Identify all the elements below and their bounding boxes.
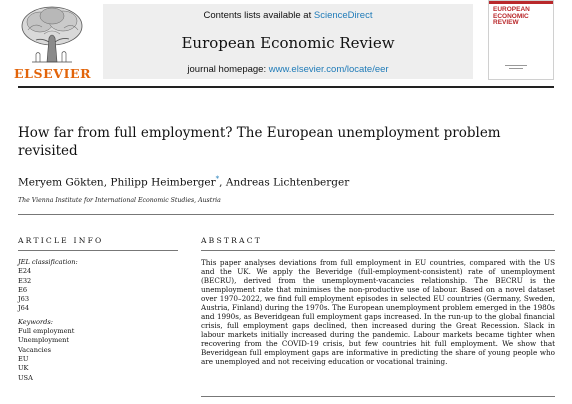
journal-info-box: [103, 4, 473, 79]
keyword[interactable]: USA: [18, 373, 33, 382]
header-rule: [18, 86, 554, 88]
jel-code: J63: [18, 295, 30, 304]
journal-title: European Economic Review: [181, 34, 395, 52]
journal-cover-thumbnail[interactable]: [488, 0, 554, 80]
jel-code: E24: [18, 267, 32, 276]
jel-classification-label: JEL classification:: [18, 258, 78, 266]
cover-rule: [505, 65, 527, 66]
abstract-text: This paper analyses deviations from full employment in EU countries, compared with the US and the UK. We apply the Beveridge (full-employment-consistent) rate of unemployment (BECRU), derived from the unemployment-vacancies relationship. The BECRU is the unemployment rate that minimises the non-productive use of labour. Based on a novel dataset over 1970–2022, we find full employment episodes in selected EU countries (Germany, Sweden, Austria, Finland) during the 1970s. The European unemployment problem emerged in the 1980s and 1990s, as Beveridgean full employment gaps increased. In the run-up to the global financial crisis, full employment gaps declined, then increased during the Great Recession. Slack in labour markets initially increased during the pandemic. Labour markets became tighter when recovering from the COVID-19 crisis, but few countries hit full employment. We show that Beveridgean full employment gaps are informative in predicting the share of young people who are unemployed and not receiving education or vocational training.: [201, 258, 555, 366]
author-name[interactable]: Philipp Heimberger: [110, 176, 216, 189]
elsevier-tree-icon: [14, 4, 90, 66]
contents-line: [103, 10, 473, 21]
sciencedirect-link[interactable]: ScienceDirect: [313, 10, 373, 21]
author-separator: ,: [103, 176, 111, 189]
jel-code: E6: [18, 285, 28, 294]
article-info-rule: [18, 250, 178, 251]
abstract-rule: [201, 250, 555, 251]
abstract-heading: ABSTRACT: [201, 236, 263, 245]
abstract-bottom-rule: [201, 396, 555, 397]
keywords-label: Keywords:: [18, 317, 53, 326]
jel-code: E32: [18, 276, 32, 285]
author-name[interactable]: Andreas Lichtenberger: [225, 176, 350, 189]
elsevier-wordmark: ELSEVIER: [14, 66, 92, 81]
author-name[interactable]: Meryem Gökten: [18, 176, 104, 189]
corresponding-author-marker[interactable]: *: [215, 175, 220, 183]
homepage-link[interactable]: www.elsevier.com/locate/eer: [268, 64, 389, 75]
keyword[interactable]: Vacancies: [18, 345, 52, 354]
homepage-prefix: journal homepage:: [187, 64, 269, 75]
cover-title: EUROPEAN ECONOMIC REVIEW: [493, 6, 530, 26]
keyword[interactable]: EU: [18, 354, 29, 363]
jel-code: J64: [18, 304, 30, 313]
keyword[interactable]: UK: [18, 364, 29, 373]
contents-prefix: Contents lists available at: [203, 10, 314, 21]
article-info-heading: ARTICLE INFO: [18, 236, 104, 245]
journal-header: [0, 0, 572, 86]
author-list: [18, 175, 538, 189]
article-title: How far from full employment? The European unemployment problem revisited: [18, 125, 501, 159]
section-rule: [18, 214, 554, 215]
keyword[interactable]: Full employment: [18, 327, 75, 336]
keyword[interactable]: Unemployment: [18, 336, 70, 345]
author-affiliation: The Vienna Institute for International Economic Studies, Austria: [18, 197, 221, 204]
article-info-column: [18, 258, 178, 383]
cover-rule: [509, 68, 523, 69]
homepage-line: [103, 64, 473, 75]
author-separator: ,: [219, 176, 226, 189]
